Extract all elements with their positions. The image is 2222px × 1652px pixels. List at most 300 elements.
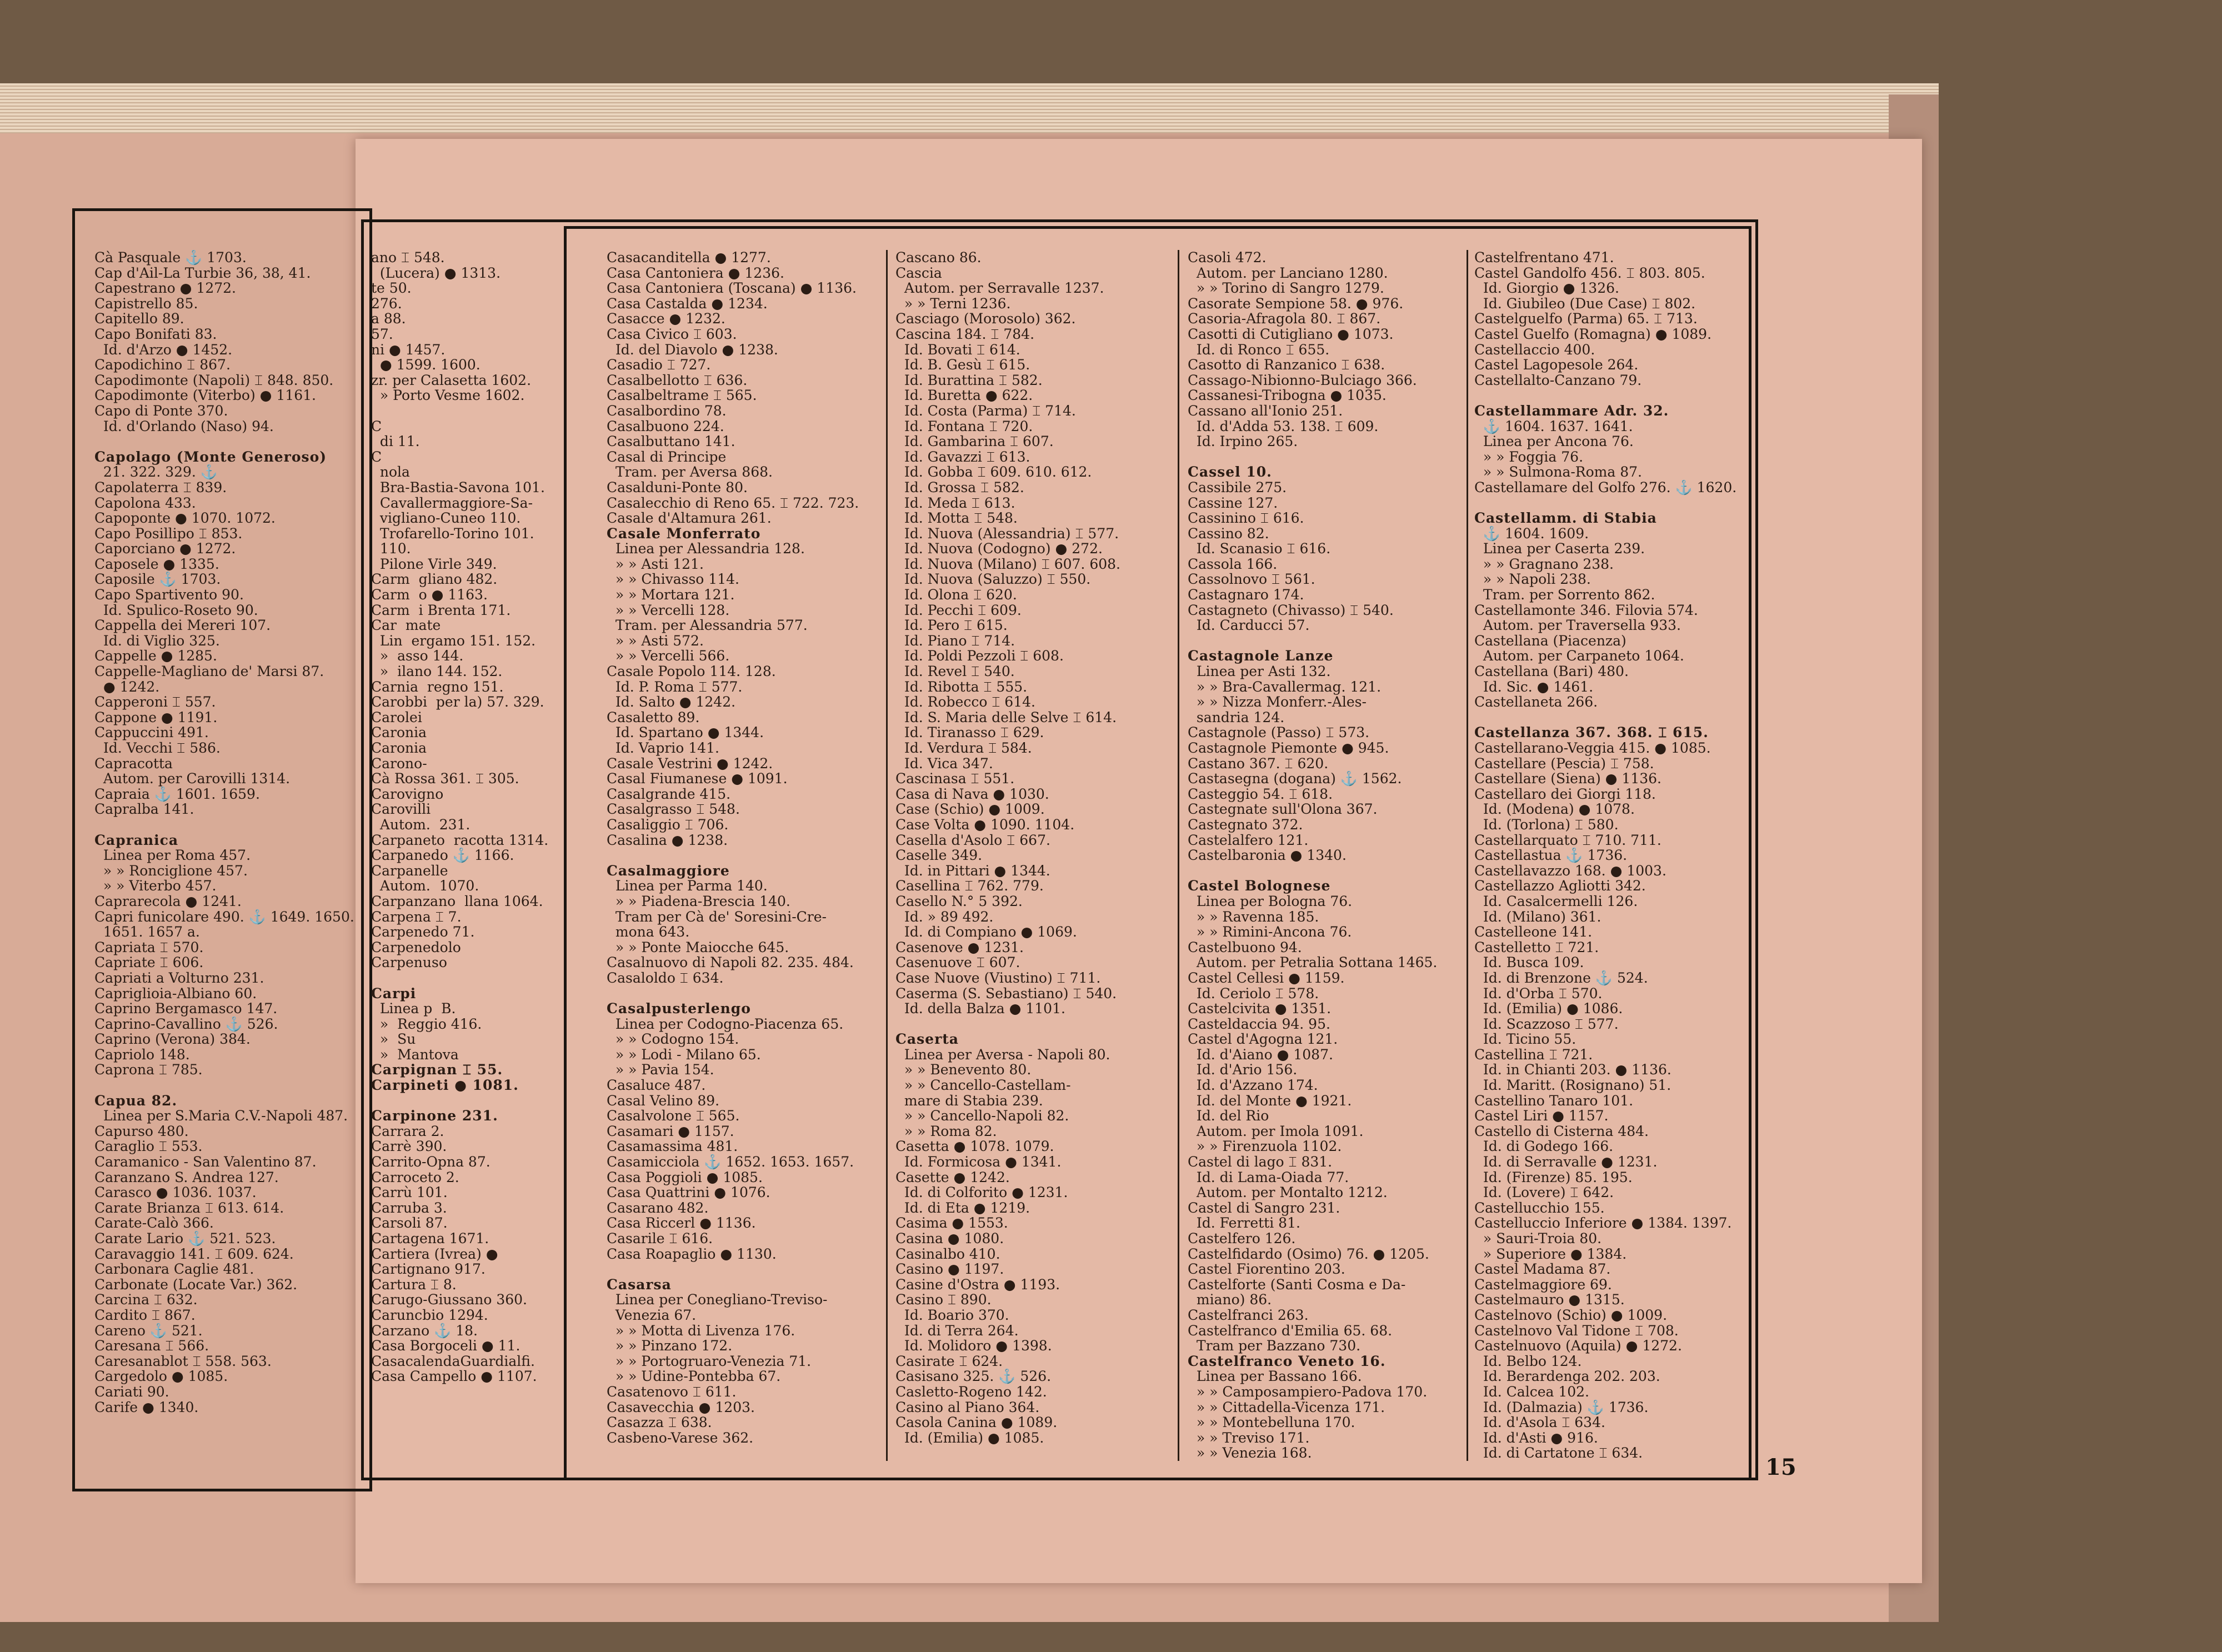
- index-entry: Carate Brianza ⌶ 613. 614.: [94, 1199, 284, 1216]
- index-entry: Capriate ⌶ 606.: [94, 954, 204, 971]
- index-entry: Id. Ceriolo ⌶ 578.: [1188, 985, 1319, 1002]
- index-entry: Castelfranco Veneto 16.: [1188, 1353, 1386, 1369]
- index-entry: Id. Nuova (Milano) ⌶ 607. 608.: [895, 555, 1120, 572]
- index-entry: Caronia: [371, 740, 427, 756]
- index-entry: Castel Gandolfo 456. ⌶ 803. 805.: [1474, 264, 1705, 281]
- index-entry: Caprona ⌶ 785.: [94, 1062, 203, 1078]
- index-entry: [371, 1093, 560, 1109]
- index-entry: » » Benevento 80.: [895, 1062, 1032, 1078]
- index-entry: Trofarello-Torino 101.: [371, 525, 534, 542]
- index-entry: [94, 817, 367, 833]
- index-entry: Castagnole Piemonte ● 945.: [1188, 740, 1389, 756]
- index-entry: Casaletto 89.: [607, 709, 700, 725]
- index-entry: Castegnate sull'Olona 367.: [1188, 801, 1378, 818]
- index-entry: Carpinone 231.: [371, 1108, 498, 1124]
- index-entry: Carm gliano 482.: [371, 571, 498, 588]
- index-entry: Id. Nuova (Codogno) ● 272.: [895, 540, 1103, 557]
- index-entry: Id. Ribotta ⌶ 555.: [895, 678, 1028, 695]
- index-entry: Capri funicolare 490. ⚓ 1649. 1650.: [94, 908, 354, 925]
- index-entry: Careno ⚓ 521.: [94, 1322, 203, 1339]
- index-entry: Carovigno: [371, 785, 444, 802]
- index-entry: Cassel 10.: [1188, 464, 1272, 480]
- index-entry: Autom. per Traversella 933.: [1474, 617, 1681, 634]
- index-entry: Castelfranco d'Emilia 65. 68.: [1188, 1322, 1393, 1339]
- index-entry: Castelletto ⌶ 721.: [1474, 939, 1599, 955]
- index-entry: Castelleone 141.: [1474, 924, 1593, 940]
- index-entry: Linea per Roma 457.: [94, 847, 251, 864]
- index-entry: Capodimonte (Napoli) ⌶ 848. 850.: [94, 372, 334, 388]
- index-entry: Castelguelfo (Parma) 65. ⌶ 713.: [1474, 311, 1698, 327]
- index-entry: Castelnuovo (Aquila) ● 1272.: [1474, 1338, 1682, 1354]
- index-entry: Id. d'Aiano ● 1087.: [1188, 1046, 1333, 1063]
- index-entry: Castelnovo (Schio) ● 1009.: [1474, 1306, 1668, 1323]
- index-entry: Cassino 82.: [1188, 525, 1269, 542]
- index-entry: » » Asti 572.: [607, 632, 704, 649]
- index-entry: Linea per Caserta 239.: [1474, 540, 1645, 557]
- index-entry: 1651. 1657 a.: [94, 924, 200, 940]
- index-entry: Id. di Godego 166.: [1474, 1138, 1614, 1155]
- index-entry: Casamicciola ⚓ 1652. 1653. 1657.: [607, 1154, 854, 1170]
- index-entry: Castel Fiorentino 203.: [1188, 1261, 1345, 1278]
- index-entry: Id. (Lovere) ⌶ 642.: [1474, 1184, 1614, 1201]
- index-entry: Cappelle-Magliano de' Marsi 87.: [94, 663, 324, 680]
- index-entry: Id. Pero ⌶ 615.: [895, 617, 1008, 634]
- index-entry: Castelfrentano 471.: [1474, 250, 1614, 266]
- index-entry: Castelluccio Inferiore ● 1384. 1397.: [1474, 1215, 1732, 1232]
- index-entry: Casalnuovo di Napoli 82. 235. 484.: [607, 954, 854, 971]
- index-entry: Autom. 1070.: [371, 878, 479, 894]
- index-entry: Id. Spulico-Roseto 90.: [94, 602, 258, 618]
- index-entry: Cardito ⌶ 867.: [94, 1306, 196, 1323]
- index-entry: Id. (Emilia) ● 1086.: [1474, 1000, 1623, 1017]
- index-entry: Bra-Bastia-Savona 101.: [371, 479, 545, 495]
- index-entry: sandria 124.: [1188, 709, 1285, 725]
- index-entry: Id. (Emilia) ● 1085.: [895, 1429, 1044, 1446]
- index-entry: Casacanditella ● 1277.: [607, 250, 771, 266]
- index-entry: » Reggio 416.: [371, 1015, 482, 1032]
- index-entry: Capranica: [94, 832, 179, 848]
- index-entry: Tram. per Sorrento 862.: [1474, 587, 1655, 603]
- index-entry: Linea per Alessandria 128.: [607, 540, 805, 557]
- index-entry: Capralba 141.: [94, 801, 194, 818]
- index-entry: Casa Quattrini ● 1076.: [607, 1184, 770, 1201]
- index-entry: mare di Stabia 239.: [895, 1092, 1043, 1109]
- index-entry: Capua 82.: [94, 1092, 178, 1109]
- index-entry: Id. Formicosa ● 1341.: [895, 1154, 1062, 1170]
- index-entry: Id. Carducci 57.: [1188, 617, 1310, 634]
- index-entry: Carasco ● 1036. 1037.: [94, 1184, 257, 1201]
- index-entry: Id. Ferretti 81.: [1188, 1215, 1300, 1232]
- index-entry: Casino ⌶ 890.: [895, 1291, 992, 1308]
- index-entry: » ilano 144. 152.: [371, 663, 503, 680]
- index-entry: Cappella dei Mereri 107.: [94, 617, 271, 634]
- index-entry: Castelfidardo (Osimo) 76. ● 1205.: [1188, 1245, 1429, 1262]
- index-entry: Castelalfero 121.: [1188, 832, 1309, 848]
- index-entry: Carrara 2.: [371, 1123, 444, 1139]
- index-entry: Casetta ● 1078. 1079.: [895, 1138, 1054, 1155]
- index-entry: Casarile ⌶ 616.: [607, 1230, 713, 1246]
- index-entry: Id. Berardenga 202. 203.: [1474, 1368, 1660, 1385]
- index-entry: » » Chivasso 114.: [607, 571, 739, 588]
- index-entry: ● 1242.: [94, 678, 160, 695]
- index-entry: [1474, 710, 1744, 725]
- index-entry: » » Portogruaro-Venezia 71.: [607, 1353, 812, 1369]
- index-entry: Carnia regno 151.: [371, 678, 504, 695]
- index-entry: » » Rimini-Ancona 76.: [1188, 924, 1352, 940]
- index-entry: Carroceto 2.: [371, 1169, 459, 1185]
- index-entry: Id. di Compiano ● 1069.: [895, 924, 1077, 940]
- index-entry: Castel Madama 87.: [1474, 1261, 1611, 1278]
- index-entry: Id. (Modena) ● 1078.: [1474, 801, 1635, 818]
- index-entry: Id. Robecco ⌶ 614.: [895, 694, 1035, 710]
- index-entry: Castelcivita ● 1351.: [1188, 1000, 1332, 1017]
- index-entry: Id. di Brenzone ⚓ 524.: [1474, 969, 1648, 986]
- index-entry: Casina ● 1080.: [895, 1230, 1004, 1246]
- index-entry: Castagnole Lanze: [1188, 648, 1334, 664]
- index-entry: Castagnaro 174.: [1188, 587, 1304, 603]
- index-entry: Casa Castalda ● 1234.: [607, 295, 768, 312]
- index-entry: Casalbordino 78.: [607, 402, 727, 419]
- index-entry: Casaliggio ⌶ 706.: [607, 816, 729, 833]
- index-entry: Id. d'Arzo ● 1452.: [94, 341, 233, 358]
- index-entry: » » Ravenna 185.: [1188, 908, 1319, 925]
- index-entry: Autom. 231.: [371, 816, 471, 833]
- index-entry: Casalbellotto ⌶ 636.: [607, 372, 748, 388]
- index-entry: Id. Giorgio ● 1326.: [1474, 280, 1619, 297]
- index-entry: Castel Liri ● 1157.: [1474, 1108, 1609, 1124]
- index-entry: Id. Bovati ⌶ 614.: [895, 341, 1020, 358]
- index-entry: Carrù 101.: [371, 1184, 448, 1201]
- index-entry: Id. di Terra 264.: [895, 1322, 1019, 1339]
- index-entry: Caprarecola ● 1241.: [94, 893, 242, 909]
- index-entry: Carruba 3.: [371, 1199, 447, 1216]
- index-entry: Cartignano 917.: [371, 1261, 486, 1278]
- index-entry: Capperoni ⌶ 557.: [94, 694, 216, 710]
- index-entry: Id. Calcea 102.: [1474, 1383, 1590, 1400]
- index-entry: Casalduni-Ponte 80.: [607, 479, 748, 495]
- index-entry: Castellamare del Golfo 276. ⚓ 1620.: [1474, 479, 1737, 495]
- index-entry: mona 643.: [607, 924, 690, 940]
- index-entry: » » Udine-Pontebba 67.: [607, 1368, 781, 1385]
- index-entry: Casal Velino 89.: [607, 1092, 720, 1109]
- index-entry: Casalvolone ⌶ 565.: [607, 1108, 740, 1124]
- index-column-6: [1474, 250, 1744, 1461]
- index-entry: Id. di Cartatone ⌶ 634.: [1474, 1445, 1643, 1461]
- index-entry: Casa Borgoceli ● 11.: [371, 1338, 521, 1354]
- index-entry: Carm i Brenta 171.: [371, 602, 511, 618]
- index-entry: Cavallermaggiore-Sa-: [371, 494, 533, 511]
- index-entry: Carrè 390.: [371, 1138, 447, 1155]
- index-entry: Id. Poldi Pezzoli ⌶ 608.: [895, 648, 1064, 664]
- index-entry: Linea per Bologna 76.: [1188, 893, 1353, 909]
- index-entry: Casa Civico ⌶ 603.: [607, 326, 737, 342]
- index-entry: Castelforte (Santi Cosma e Da-: [1188, 1276, 1406, 1293]
- index-entry: [1188, 633, 1465, 649]
- index-entry: » » Motta di Livenza 176.: [607, 1322, 795, 1339]
- index-entry: Cassola 166.: [1188, 555, 1278, 572]
- index-entry: Id. Vica 347.: [895, 755, 993, 772]
- index-entry: Casola Canina ● 1089.: [895, 1414, 1058, 1431]
- index-entry: Casa Cantoniera ● 1236.: [607, 264, 784, 281]
- index-entry: Castagnole (Passo) ⌶ 573.: [1188, 724, 1370, 741]
- index-entry: » » Ponte Maiocche 645.: [607, 939, 789, 955]
- index-entry: Carate Lario ⚓ 521. 523.: [94, 1230, 276, 1246]
- index-entry: Castelbuono 94.: [1188, 939, 1302, 955]
- index-entry: Casette ● 1242.: [895, 1169, 1010, 1185]
- index-entry: Caporciano ● 1272.: [94, 540, 236, 557]
- index-entry: Casotti di Cutigliano ● 1073.: [1188, 326, 1394, 342]
- index-entry: Autom. per Lanciano 1280.: [1188, 264, 1388, 281]
- index-entry: Casaloldo ⌶ 634.: [607, 969, 724, 986]
- index-entry: Castellalto-Canzano 79.: [1474, 372, 1642, 388]
- index-entry: Id. d'Asola ⌶ 634.: [1474, 1414, 1605, 1431]
- index-entry: Cassolnovo ⌶ 561.: [1188, 571, 1315, 588]
- index-entry: [1188, 863, 1465, 879]
- index-entry: Casoria-Afragola 80. ⌶ 867.: [1188, 311, 1381, 327]
- index-entry: Carife ● 1340.: [94, 1399, 199, 1415]
- index-entry: » » Pinzano 172.: [607, 1338, 733, 1354]
- index-entry: Casale Monferrato: [607, 525, 761, 542]
- index-entry: Castelfero 126.: [1188, 1230, 1296, 1246]
- index-entry: Castano 367. ⌶ 620.: [1188, 755, 1329, 772]
- index-entry: Id. d'Orba ⌶ 570.: [1474, 985, 1603, 1002]
- index-entry: » » Firenzuola 1102.: [1188, 1138, 1342, 1155]
- index-entry: Case Volta ● 1090. 1104.: [895, 816, 1075, 833]
- index-entry: Casteggio 54. ⌶ 618.: [1188, 785, 1333, 802]
- index-entry: Casal di Principe: [607, 448, 727, 465]
- index-entry: Castellina ⌶ 721.: [1474, 1046, 1593, 1063]
- index-column-3: [607, 250, 884, 1445]
- index-entry: Id. Scazzoso ⌶ 577.: [1474, 1015, 1619, 1032]
- index-entry: Id. di Lama-Oiada 77.: [1188, 1169, 1349, 1185]
- index-entry: Autom. per Montalto 1212.: [1188, 1184, 1388, 1201]
- index-entry: Capoponte ● 1070. 1072.: [94, 510, 276, 527]
- index-entry: Casalbuttano 141.: [607, 433, 735, 450]
- index-entry: Castel Lagopesole 264.: [1474, 357, 1639, 373]
- index-entry: Carpi: [371, 985, 417, 1002]
- index-entry: » » Venezia 168.: [1188, 1445, 1312, 1461]
- index-entry: Id. Spartano ● 1344.: [607, 724, 764, 741]
- index-entry: te 50.: [371, 280, 412, 297]
- index-entry: Id. Grossa ⌶ 582.: [895, 479, 1024, 495]
- index-entry: Castegnato 372.: [1188, 816, 1303, 833]
- index-entry: Casacce ● 1232.: [607, 311, 725, 327]
- index-entry: Case Nuove (Viustino) ⌶ 711.: [895, 969, 1101, 986]
- index-entry: Castelmauro ● 1315.: [1474, 1291, 1625, 1308]
- index-entry: Id. del Monte ● 1921.: [1188, 1092, 1352, 1109]
- index-entry: Castasegna (dogana) ⚓ 1562.: [1188, 770, 1402, 787]
- index-entry: » » Roma 82.: [895, 1123, 997, 1139]
- index-entry: Castel di Sangro 231.: [1188, 1199, 1340, 1216]
- index-entry: Id. d'Ario 156.: [1188, 1062, 1298, 1078]
- index-entry: Casalina ● 1238.: [607, 832, 728, 848]
- index-entry: Cassago-Nibionno-Bulciago 366.: [1188, 372, 1417, 388]
- index-entry: Casino ● 1197.: [895, 1261, 1004, 1278]
- index-entry: Carobbi per la) 57. 329.: [371, 694, 544, 710]
- index-entry: Caranzano S. Andrea 127.: [94, 1169, 279, 1185]
- index-entry: » » Lodi - Milano 65.: [607, 1046, 761, 1063]
- index-entry: » Mantova: [371, 1046, 459, 1063]
- index-entry: Casarano 482.: [607, 1199, 709, 1216]
- index-entry: Casletto-Rogeno 142.: [895, 1383, 1047, 1400]
- index-entry: Castellino Tanaro 101.: [1474, 1092, 1634, 1109]
- index-entry: Casale d'Altamura 261.: [607, 510, 772, 527]
- index-entry: Capolona 433.: [94, 494, 196, 511]
- index-entry: Id. Irpino 265.: [1188, 433, 1298, 450]
- index-entry: Linea per Aversa - Napoli 80.: [895, 1046, 1110, 1063]
- index-entry: Id. Maritt. (Rosignano) 51.: [1474, 1077, 1671, 1094]
- index-entry: Id. di Ronco ⌶ 655.: [1188, 341, 1330, 358]
- index-entry: Castellaro dei Giorgi 118.: [1474, 785, 1656, 802]
- index-entry: Autom. per Carovilli 1314.: [94, 770, 291, 787]
- index-entry: Caposele ● 1335.: [94, 555, 219, 572]
- index-entry: Castelmaggiore 69.: [1474, 1276, 1612, 1293]
- index-entry: Id. di Serravalle ● 1231.: [1474, 1154, 1658, 1170]
- index-entry: Pilone Virle 349.: [371, 555, 497, 572]
- index-entry: Casalgrasso ⌶ 548.: [607, 801, 740, 818]
- index-entry: Cassibile 275.: [1188, 479, 1287, 495]
- index-entry: Castellamonte 346. Filovia 574.: [1474, 602, 1698, 618]
- index-entry: Id. in Chianti 203. ● 1136.: [1474, 1062, 1671, 1078]
- index-entry: Id. in Pittari ● 1344.: [895, 862, 1050, 879]
- index-entry: Caramanico - San Valentino 87.: [94, 1154, 317, 1170]
- index-entry: Castelbaronia ● 1340.: [1188, 847, 1347, 864]
- index-entry: » Superiore ● 1384.: [1474, 1245, 1627, 1262]
- index-entry: Capriglioia-Albiano 60.: [94, 985, 257, 1002]
- index-entry: Id. Belbo 124.: [1474, 1353, 1582, 1369]
- index-entry: Casarsa: [607, 1276, 672, 1293]
- index-entry: Id. Meda ⌶ 613.: [895, 494, 1015, 511]
- index-entry: Casine d'Ostra ● 1193.: [895, 1276, 1060, 1293]
- index-entry: Carovilli: [371, 801, 431, 818]
- index-entry: Casoli 472.: [1188, 250, 1267, 266]
- index-entry: Casella d'Asolo ⌶ 667.: [895, 832, 1050, 848]
- index-entry: Casaluce 487.: [607, 1077, 706, 1094]
- index-entry: Castellare (Pescia) ⌶ 758.: [1474, 755, 1654, 772]
- index-entry: Castagneto (Chivasso) ⌶ 540.: [1188, 602, 1394, 618]
- index-entry: Castel di lago ⌶ 831.: [1188, 1154, 1333, 1170]
- index-entry: Id. Boario 370.: [895, 1306, 1009, 1323]
- index-entry: Capestrano ● 1272.: [94, 280, 236, 297]
- index-entry: Casa Cantoniera (Toscana) ● 1136.: [607, 280, 857, 297]
- index-entry: Car mate: [371, 617, 441, 634]
- index-entry: Autom. per Serravalle 1237.: [895, 280, 1104, 297]
- index-entry: Linea per S.Maria C.V.-Napoli 487.: [94, 1108, 348, 1124]
- index-entry: Id. d'Orlando (Naso) 94.: [94, 418, 274, 434]
- index-entry: Castelnovo Val Tidone ⌶ 708.: [1474, 1322, 1679, 1339]
- index-entry: Id. Gambarina ⌶ 607.: [895, 433, 1054, 450]
- index-entry: Carpignan ⌶ 55.: [371, 1062, 503, 1078]
- index-entry: [371, 970, 560, 986]
- index-entry: Cà Rossa 361. ⌶ 305.: [371, 770, 519, 787]
- index-entry: nola: [371, 464, 410, 480]
- index-entry: Castellaneta 266.: [1474, 694, 1598, 710]
- index-entry: ano ⌶ 548.: [371, 250, 445, 266]
- index-entry: Id. Ticino 55.: [1474, 1031, 1577, 1048]
- index-entry: Carpanedo ⚓ 1166.: [371, 847, 514, 864]
- index-entry: Casirate ⌶ 624.: [895, 1353, 1003, 1369]
- index-entry: Id. Costa (Parma) ⌶ 714.: [895, 402, 1076, 419]
- index-entry: » » Terni 1236.: [895, 295, 1011, 312]
- index-entry: » » Cittadella-Vicenza 171.: [1188, 1399, 1385, 1415]
- index-entry: Caprino (Verona) 384.: [94, 1031, 251, 1048]
- index-entry: Castellare (Siena) ● 1136.: [1474, 770, 1662, 787]
- index-entry: Capo Spartivento 90.: [94, 587, 244, 603]
- index-entry: Id. d'Adda 53. 138. ⌶ 609.: [1188, 418, 1379, 434]
- index-entry: Caruncbio 1294.: [371, 1306, 488, 1323]
- index-entry: vigliano-Cuneo 110.: [371, 510, 521, 527]
- index-entry: Tram per Bazzano 730.: [1188, 1338, 1361, 1354]
- index-entry: Castellazzo Agliotti 342.: [1474, 878, 1646, 894]
- index-entry: Id. Pecchi ⌶ 609.: [895, 602, 1022, 618]
- index-entry: Castel Bolognese: [1188, 878, 1331, 894]
- index-entry: Castellanza 367. 368. ⌶ 615.: [1474, 724, 1709, 741]
- index-entry: Castellarano-Veggia 415. ● 1085.: [1474, 740, 1711, 756]
- index-entry: » » Bra-Cavallermag. 121.: [1188, 678, 1382, 695]
- index-entry: » » Pavia 154.: [607, 1062, 714, 1078]
- index-column-4: [895, 250, 1176, 1445]
- index-entry: Capracotta: [94, 755, 173, 772]
- index-entry: Id. Sic. ● 1461.: [1474, 678, 1594, 695]
- index-entry: Carate-Calò 366.: [94, 1215, 214, 1232]
- index-entry: Casciago (Morosolo) 362.: [895, 311, 1076, 327]
- index-entry: » » Sulmona-Roma 87.: [1474, 464, 1643, 480]
- index-entry: Linea per Parma 140.: [607, 878, 768, 894]
- index-entry: Casatenovo ⌶ 611.: [607, 1383, 737, 1400]
- index-entry: Capodichino ⌶ 867.: [94, 357, 231, 373]
- index-entry: Id. Buretta ● 622.: [895, 387, 1033, 404]
- index-entry: Caprino-Cavallino ⚓ 526.: [94, 1015, 278, 1032]
- index-entry: Carolei: [371, 709, 422, 725]
- index-entry: Id. di Eta ● 1219.: [895, 1199, 1030, 1216]
- index-entry: Cariati 90.: [94, 1383, 169, 1400]
- index-entry: Id. Scanasio ⌶ 616.: [1188, 540, 1331, 557]
- index-entry: Cascia: [895, 264, 942, 281]
- index-entry: Castel d'Agogna 121.: [1188, 1031, 1338, 1048]
- index-entry: Castellarquato ⌶ 710. 711.: [1474, 832, 1662, 848]
- index-column-5: [1188, 250, 1465, 1461]
- index-entry: Case (Schio) ● 1009.: [895, 801, 1045, 818]
- index-entry: Cappuccini 491.: [94, 724, 209, 741]
- index-entry: Id. Nuova (Alessandria) ⌶ 577.: [895, 525, 1119, 542]
- index-entry: Id. di Colforito ● 1231.: [895, 1184, 1068, 1201]
- index-entry: » Porto Vesme 1602.: [371, 387, 525, 404]
- index-entry: Caposile ⚓ 1703.: [94, 571, 221, 588]
- index-entry: Casino al Piano 364.: [895, 1399, 1040, 1415]
- page-number: 15: [1765, 1454, 1796, 1480]
- index-entry: Casa Poggioli ● 1085.: [607, 1169, 763, 1185]
- index-entry: » » Treviso 171.: [1188, 1429, 1310, 1446]
- index-entry: Carrito-Opna 87.: [371, 1154, 491, 1170]
- index-entry: Id. d'Asti ● 916.: [1474, 1429, 1598, 1446]
- index-entry: CasacalendaGuardialfi.: [371, 1353, 535, 1369]
- index-entry: Id. » 89 492.: [895, 908, 994, 925]
- index-entry: Carm o ● 1163.: [371, 587, 488, 603]
- index-entry: » » Cancello-Napoli 82.: [895, 1108, 1069, 1124]
- index-entry: Cargedolo ● 1085.: [94, 1368, 228, 1385]
- index-entry: Casamari ● 1157.: [607, 1123, 734, 1139]
- index-entry: Castellaccio 400.: [1474, 341, 1595, 358]
- column-rule: [886, 250, 888, 1461]
- index-entry: » » Piadena-Brescia 140.: [607, 893, 790, 909]
- index-entry: Autom. per Imola 1091.: [1188, 1123, 1364, 1139]
- index-entry: Tram. per Alessandria 577.: [607, 617, 808, 634]
- index-entry: Caresanablot ⌶ 558. 563.: [94, 1353, 272, 1369]
- index-entry: Casavecchia ● 1203.: [607, 1399, 755, 1415]
- index-entry: di 11.: [371, 433, 420, 450]
- index-entry: Carpenedo 71.: [371, 924, 475, 940]
- index-entry: Id. d'Azzano 174.: [1188, 1077, 1318, 1094]
